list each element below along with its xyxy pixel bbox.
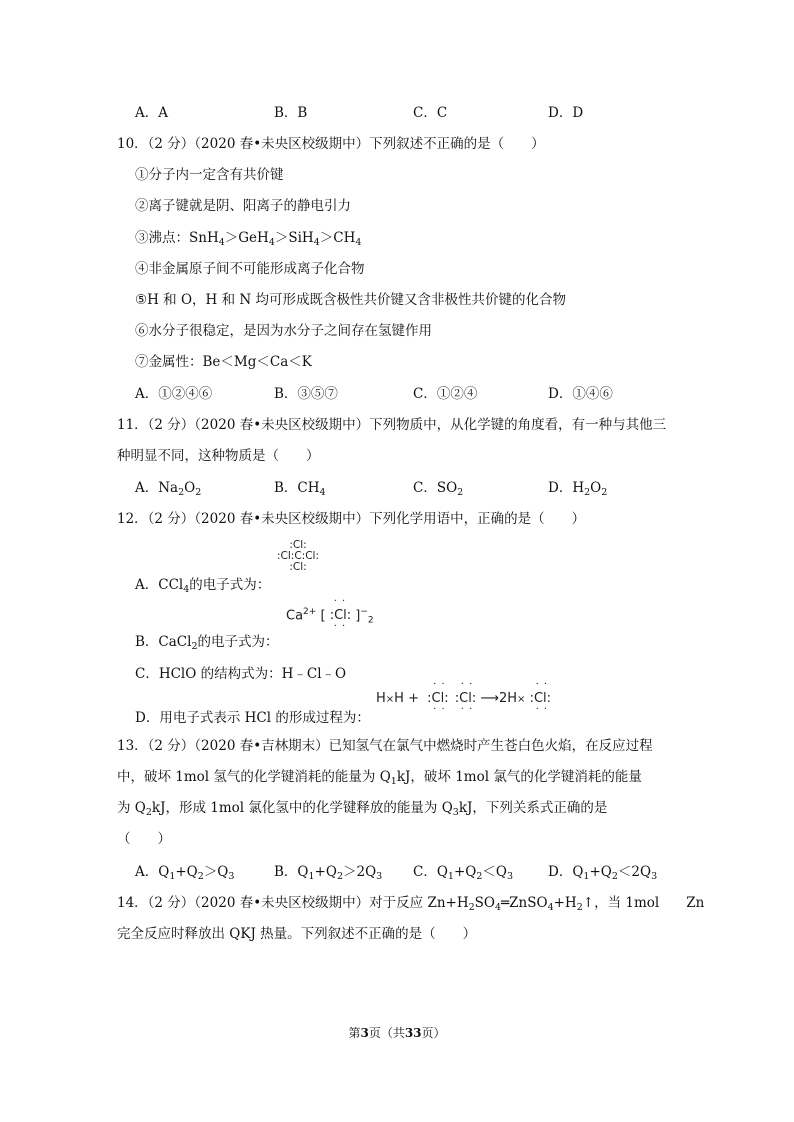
q12-stem: 12．（2 分）（2020 春•未央区校级期中）下列化学用语中，正确的是（ ） [117, 511, 586, 527]
page-footer: 第3页（共33页） [348, 1026, 446, 1040]
q10-stem: 10．（2 分）（2020 春•未央区校级期中）下列叙述不正确的是（ ） [117, 136, 545, 152]
q13-stem-line3: 为 $Q_2kJ$，形成 1mol 氯化氢中的化学键释放的能量为 $Q_3kJ$，下列关系式正确的是 [117, 800, 608, 818]
q10-statement-2: ②离子键就是阴、阳离子的静电引力 [135, 198, 351, 214]
q13-stem-line4: （ ） [117, 831, 171, 847]
q10-option-c: C．①②④ [413, 386, 478, 402]
q10-statement-7: ⑦金属性：Be＜Mg＜Ca＜K [135, 354, 312, 370]
ccl4-electron-formula: :Cl: :Cl:C:Cl: :Cl: [277, 539, 319, 573]
q11-option-a: A．$Na_2O_2$ [135, 480, 202, 498]
cacl2-electron-formula: $Ca^{2+}$ [ · · :Cl: · · ]$^-_2$ [286, 596, 374, 633]
q13-option-b: B．$Q_1+Q_2>2Q_3$ [274, 864, 383, 882]
total-pages: 33 [404, 1026, 422, 1040]
q12-option-b: B．CaCl$_2$的电子式为： [135, 634, 279, 652]
q10-option-d: D．①④⑥ [548, 386, 613, 402]
q11-stem-line1: 11．（2 分）（2020 春•未央区校级期中）下列物质中，从化学键的角度看，有一种与其他三 [117, 417, 667, 433]
q13-option-a: A．$Q_1+Q_2>Q_3$ [135, 864, 235, 882]
q10-statement-6: ⑥水分子很稳定，是因为水分子之间存在氢键作用 [135, 323, 432, 339]
q9-option-a: A．A [135, 105, 168, 121]
q13-stem-line1: 13．（2 分）（2020 春•吉林期末）已知氢气在氯气中燃烧时产生苍白色火焰，在反应过程 [117, 738, 653, 754]
q10-option-b: B．③⑤⑦ [274, 386, 338, 402]
q12-option-c: C．HClO 的结构式为：H﹣Cl﹣O [135, 666, 347, 682]
q11-option-b: B．$CH_4$ [274, 480, 326, 498]
q10-statement-4: ④非金属原子间不可能形成离子化合物 [135, 261, 365, 277]
q9-option-c: C．C [413, 105, 448, 121]
q11-option-d: D．$H_2O_2$ [548, 480, 608, 498]
q11-option-c: C．$SO_2$ [413, 480, 464, 498]
q13-option-d: D．$Q_1+Q_2<2Q_3$ [548, 864, 658, 882]
q10-option-a: A．①②④⑥ [135, 386, 213, 402]
q9-option-d: D．D [548, 105, 584, 121]
q14-stem-line2: 完全反应时释放出 QKJ 热量。下列叙述不正确的是（ ） [117, 926, 477, 942]
q13-option-c: C．$Q_1+Q_2<Q_3$ [413, 864, 514, 882]
q12-option-d: D．用电子式表示 HCl 的形成过程为： [135, 710, 370, 726]
q13-stem-line2: 中，破坏 1mol 氢气的化学键消耗的能量为 $Q_1kJ$，破坏 1mol 氯气的化学键消耗的能量 [117, 769, 642, 787]
q9-option-b: B．B [274, 105, 308, 121]
q12-option-a: A．CCl$_4$的电子式为： [135, 577, 271, 595]
hcl-formation-formula: H×H + · · :Cl: · · · · :Cl: · · ⟶2H× · · :Cl: · · [376, 679, 552, 715]
q10-statement-3: ③沸点：$SnH_4>GeH_4>SiH_4>CH_4$ [135, 230, 362, 248]
q11-stem-line2: 种明显不同，这种物质是（ ） [117, 448, 320, 464]
q10-statement-1: ①分子内一定含有共价键 [135, 167, 284, 183]
q14-stem-line1: 14．（2 分）（2020 春•未央区校级期中）对于反应 $Zn+H_2SO_4═ZnSO_4+H_2↑$，当 1mol Zn [117, 895, 705, 913]
q10-statement-5: ⑤H 和 O，H 和 N 均可形成既含极性共价键又含非极性共价键的化合物 [135, 292, 566, 308]
page-number: 3 [360, 1026, 369, 1040]
